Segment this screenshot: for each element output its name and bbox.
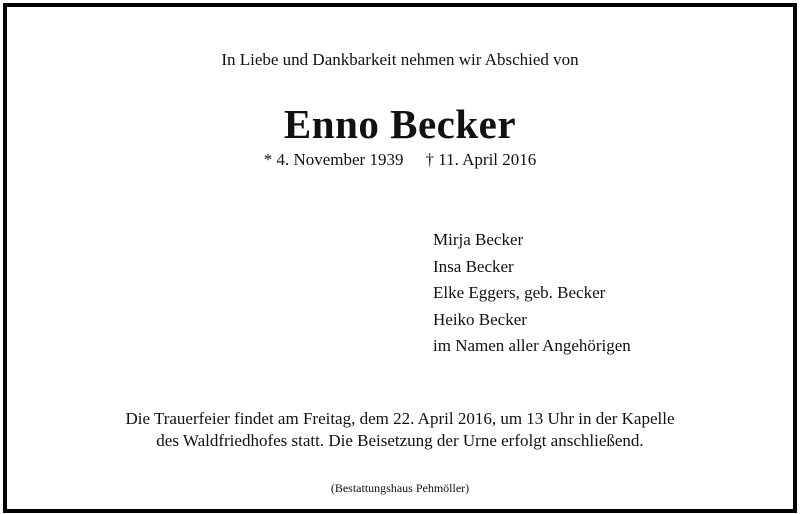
mourner-item: im Namen aller Angehörigen	[433, 336, 631, 355]
deceased-name: Enno Becker	[283, 101, 517, 147]
service-info	[7, 408, 793, 452]
life-dates	[7, 150, 793, 170]
mourner-item: Mirja Becker	[433, 230, 524, 249]
service-line: Die Trauerfeier findet am Freitag, dem 22. April 2016, um 13 Uhr in der Kapelle	[125, 409, 675, 428]
mourner-item: Elke Eggers, geb. Becker	[433, 283, 606, 302]
death-date: † 11. April 2016	[425, 150, 537, 169]
undertaker-credit: (Bestattungshaus Pehmöller)	[330, 481, 470, 495]
intro-text: In Liebe und Dankbarkeit nehmen wir Abschied von	[221, 50, 579, 69]
birth-date: * 4. November 1939	[263, 150, 404, 169]
mourner-item: Heiko Becker	[433, 309, 527, 329]
service-line: des Waldfriedhofes statt. Die Beisetzung der Urne erfolgt anschließend.	[156, 431, 644, 450]
mourner-item: Insa Becker	[433, 256, 514, 276]
obituary-frame	[3, 3, 797, 513]
mourners-list	[433, 227, 631, 360]
